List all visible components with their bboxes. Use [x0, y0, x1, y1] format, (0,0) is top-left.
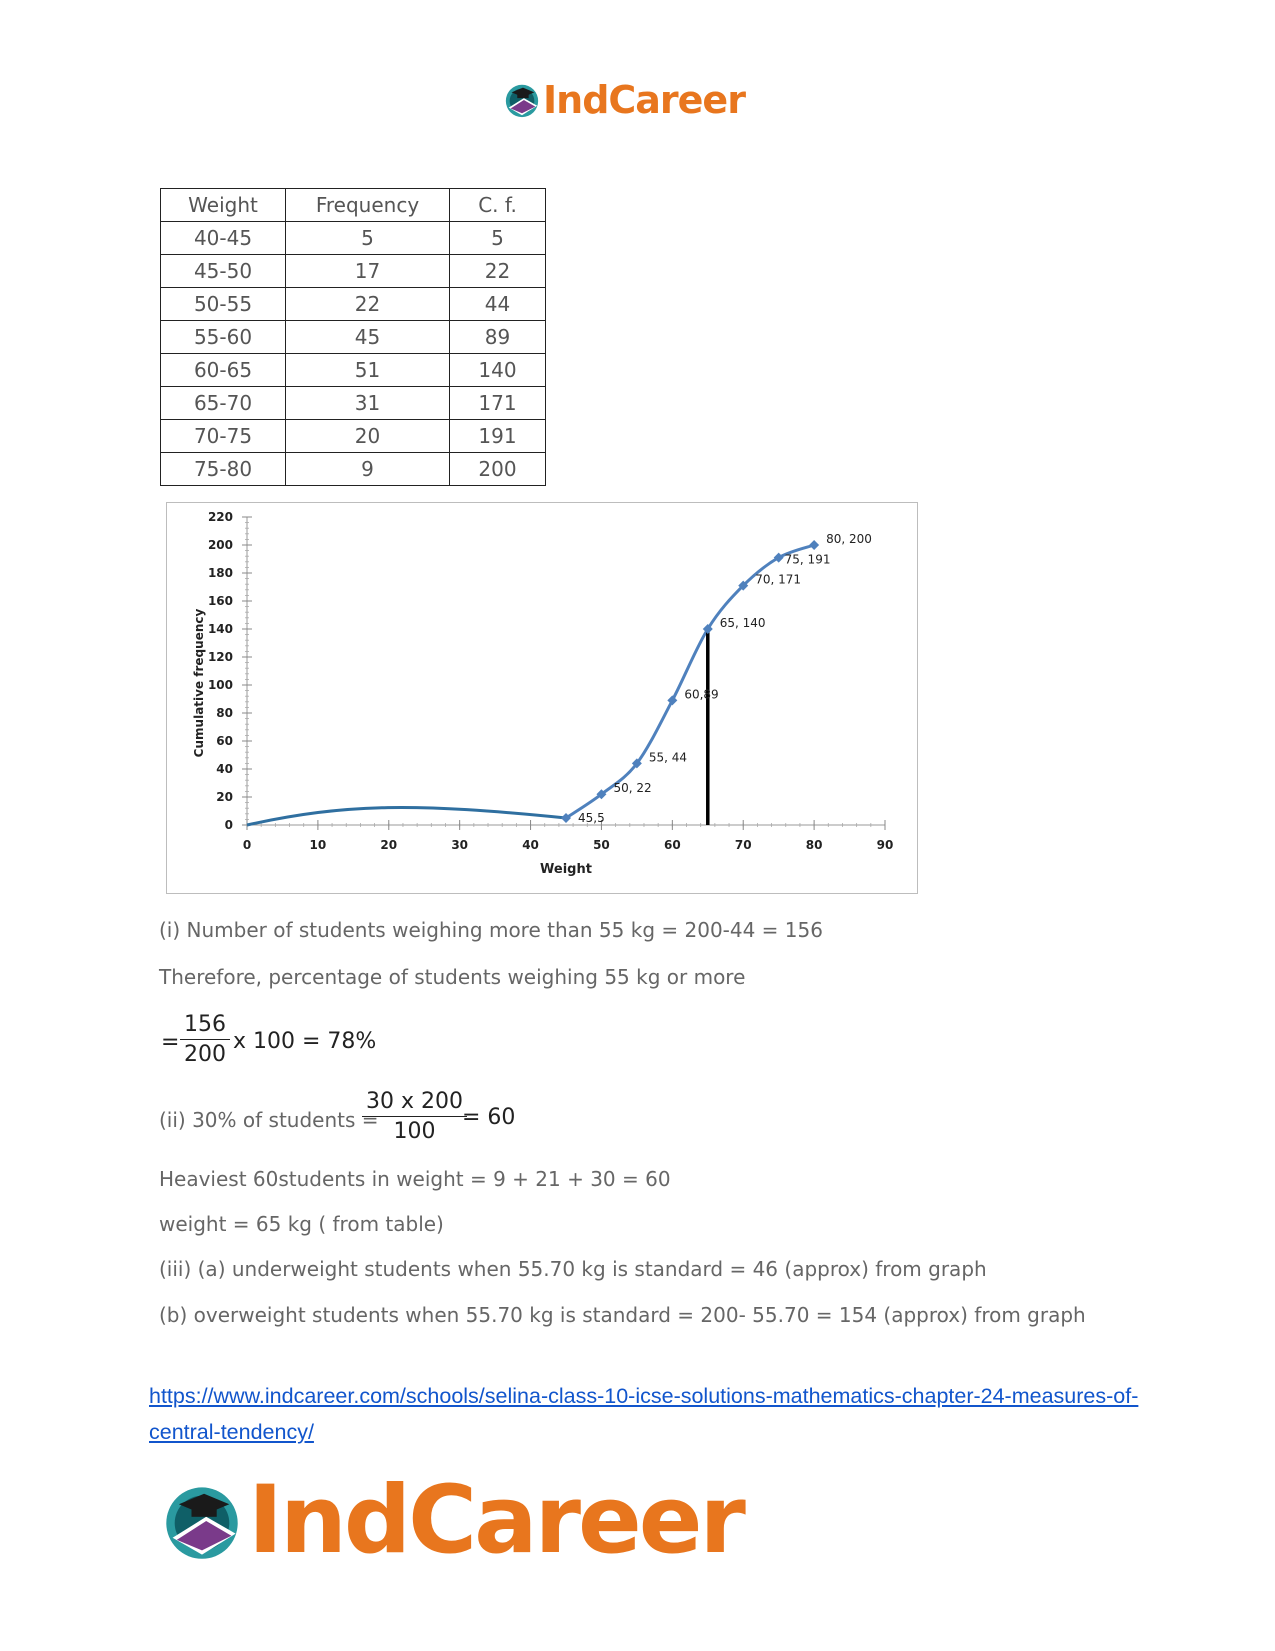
data-label: 60,89: [684, 687, 719, 702]
data-label: 70, 171: [755, 572, 802, 587]
data-label: 75, 191: [784, 552, 831, 567]
table-cell: 5: [286, 222, 450, 255]
table-cell: 171: [450, 387, 546, 420]
data-label: 50, 22: [613, 781, 652, 796]
brand-name: IndCareer: [543, 78, 745, 122]
y-tick-label: 20: [216, 790, 233, 804]
equation-2-fraction: [362, 1089, 467, 1144]
x-tick-label: 40: [522, 838, 539, 852]
table-cell: 45-50: [161, 255, 286, 288]
data-label: 65, 140: [719, 616, 766, 630]
y-tick-label: 180: [207, 566, 233, 580]
table-row: [161, 387, 546, 420]
column-header: C. f.: [450, 189, 546, 222]
x-tick-label: 70: [734, 838, 752, 852]
table-cell: 51: [286, 354, 450, 387]
solution-line-3: Heaviest 60students in weight = 9 + 21 + 30 = 60: [159, 1167, 671, 1191]
table-cell: 140: [450, 354, 546, 387]
data-label: 55, 44: [648, 750, 688, 765]
solution-line-5: (iii) (a) underweight students when 55.70 kg is standard = 46 (approx) from graph: [159, 1257, 987, 1281]
x-axis-label: Weight: [540, 862, 592, 877]
table-header-row: [161, 189, 546, 222]
y-tick-label: 120: [207, 650, 233, 664]
table-cell: 191: [450, 420, 546, 453]
y-axis-label: Cumulative frequency: [192, 608, 206, 758]
frequency-table: [160, 188, 546, 486]
x-tick-label: 20: [380, 838, 398, 852]
x-tick-label: 80: [805, 838, 823, 852]
table-row: [161, 453, 546, 486]
y-tick-label: 0: [224, 818, 233, 832]
origin-curve: [247, 808, 566, 825]
table-cell: 20: [286, 420, 450, 453]
y-tick-label: 200: [207, 538, 233, 552]
table-cell: 31: [286, 387, 450, 420]
table-cell: 9: [286, 453, 450, 486]
indcareer-logo-bottom: [160, 1466, 743, 1575]
y-tick-label: 80: [216, 706, 233, 720]
table-row: [161, 354, 546, 387]
ogive-chart: [166, 502, 918, 894]
x-tick-label: 10: [309, 838, 327, 852]
data-label: 45,5: [578, 811, 605, 825]
table-cell: 75-80: [161, 453, 286, 486]
solution-line-4: weight = 65 kg ( from table): [159, 1212, 444, 1236]
x-tick-label: 50: [593, 838, 610, 852]
table-cell: 70-75: [161, 420, 286, 453]
table-cell: 22: [450, 255, 546, 288]
table-row: [161, 420, 546, 453]
fraction-numerator: 156: [180, 1012, 230, 1040]
brand-name: IndCareer: [248, 1466, 743, 1575]
table-cell: 17: [286, 255, 450, 288]
table-cell: 89: [450, 321, 546, 354]
equation-1-prefix: =: [161, 1030, 180, 1055]
table-cell: 44: [450, 288, 546, 321]
fraction-denominator: 100: [393, 1119, 436, 1144]
fraction-numerator: 30 x 200: [362, 1089, 467, 1117]
table-cell: 22: [286, 288, 450, 321]
x-tick-label: 60: [663, 838, 681, 852]
x-tick-label: 30: [451, 838, 469, 852]
graduation-book-icon: [503, 80, 541, 120]
column-header: Weight: [161, 189, 286, 222]
table-row: [161, 321, 546, 354]
y-tick-label: 140: [207, 622, 233, 636]
table-cell: 55-60: [161, 321, 286, 354]
x-tick-label: 90: [876, 838, 894, 852]
equation-2-suffix: = 60: [462, 1105, 516, 1130]
table-cell: 65-70: [161, 387, 286, 420]
equation-2-prefix: (ii) 30% of students =: [159, 1108, 379, 1132]
graduation-book-icon: [160, 1478, 244, 1564]
table-cell: 50-55: [161, 288, 286, 321]
y-tick-label: 100: [207, 678, 233, 692]
y-tick-label: 60: [216, 734, 233, 748]
y-tick-label: 40: [216, 762, 233, 776]
source-link[interactable]: https://www.indcareer.com/schools/selina-class-10-icse-solutions-mathematics-chapter-24-measures-of-central-tendency/: [149, 1384, 1139, 1444]
data-point: [809, 540, 819, 550]
indcareer-logo-top: [503, 78, 745, 122]
table-cell: 60-65: [161, 354, 286, 387]
fraction-denominator: 200: [184, 1042, 226, 1067]
solution-line-6: (b) overweight students when 55.70 kg is standard = 200- 55.70 = 154 (approx) from graph: [159, 1303, 1086, 1327]
table-row: [161, 255, 546, 288]
table-row: [161, 222, 546, 255]
data-label: 80, 200: [826, 532, 872, 546]
solution-line-1: (i) Number of students weighing more than 55 kg = 200-44 = 156: [159, 918, 823, 942]
equation-1-suffix: x 100 = 78%: [233, 1029, 377, 1054]
table-cell: 200: [450, 453, 546, 486]
equation-1-fraction: [180, 1012, 230, 1067]
table-cell: 40-45: [161, 222, 286, 255]
solution-line-2: Therefore, percentage of students weighing 55 kg or more: [159, 965, 746, 989]
table-cell: 5: [450, 222, 546, 255]
y-tick-label: 220: [207, 510, 233, 524]
ogive-chart-svg: [167, 503, 919, 895]
x-tick-label: 0: [242, 838, 252, 852]
table-cell: 45: [286, 321, 450, 354]
y-tick-label: 160: [207, 594, 233, 608]
table-row: [161, 288, 546, 321]
column-header: Frequency: [286, 189, 450, 222]
